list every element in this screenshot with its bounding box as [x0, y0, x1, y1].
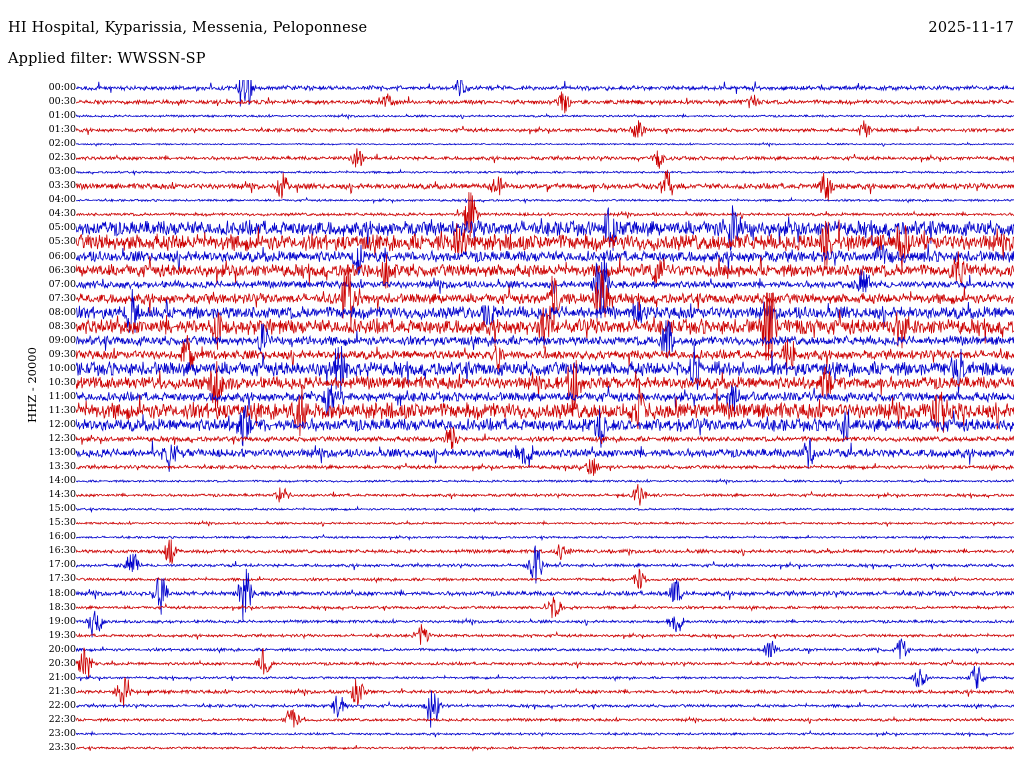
time-label: 10:00 — [48, 362, 76, 374]
time-label: 23:00 — [48, 727, 76, 739]
time-label: 11:00 — [48, 390, 76, 402]
trace-line — [76, 624, 1014, 645]
trace-line — [76, 91, 1014, 113]
trace-line — [76, 540, 1014, 564]
trace-line — [76, 253, 1014, 318]
record-date: 2025-11-17 — [928, 20, 1014, 36]
time-label: 17:00 — [48, 559, 76, 571]
trace-line — [76, 458, 1014, 476]
trace-line — [76, 170, 1014, 202]
seismic-traces — [76, 80, 1014, 770]
time-label: 11:30 — [48, 404, 76, 416]
time-label: 04:00 — [48, 194, 76, 206]
time-label: 15:00 — [48, 503, 76, 515]
time-label: 02:30 — [48, 152, 76, 164]
time-label: 20:30 — [48, 657, 76, 669]
time-label: 14:30 — [48, 489, 76, 501]
time-label: 13:00 — [48, 447, 76, 459]
y-axis-label: HHZ - 20000 — [25, 347, 39, 423]
time-label: 21:00 — [48, 671, 76, 683]
trace-line — [76, 521, 1014, 526]
time-label: 12:00 — [48, 419, 76, 430]
trace-line — [76, 198, 1014, 203]
helicorder-plot — [0, 80, 1024, 770]
trace-line — [76, 648, 1014, 679]
time-label: 14:00 — [48, 475, 76, 487]
trace-line — [76, 690, 1014, 727]
trace-line — [76, 192, 1014, 237]
trace-line — [76, 427, 1014, 449]
time-label: 07:00 — [48, 278, 76, 290]
time-label: 03:30 — [48, 180, 76, 192]
time-label: 08:00 — [48, 306, 76, 318]
time-label: 19:30 — [48, 629, 76, 641]
time-label: 16:00 — [48, 531, 76, 543]
trace-line — [76, 639, 1014, 659]
time-label: 10:30 — [48, 376, 76, 388]
time-label: 19:00 — [48, 615, 76, 627]
time-label: 13:30 — [48, 461, 76, 473]
applied-filter-label: Applied filter: WWSSN-SP — [8, 51, 206, 67]
trace-line — [76, 148, 1014, 168]
time-label: 00:00 — [48, 82, 76, 93]
time-label: 08:30 — [48, 320, 76, 332]
time-label: 22:30 — [48, 713, 76, 725]
trace-line — [76, 170, 1014, 175]
time-axis-labels — [0, 80, 76, 770]
trace-line — [76, 710, 1014, 728]
time-label: 06:00 — [48, 250, 76, 262]
time-label: 07:30 — [48, 292, 76, 304]
time-label: 03:00 — [48, 166, 76, 178]
page-title: HI Hospital, Kyparissia, Messenia, Peloponnese — [8, 20, 368, 36]
trace-line — [76, 666, 1014, 689]
trace-line — [76, 611, 1014, 637]
trace-line — [76, 507, 1014, 512]
time-label: 21:30 — [48, 685, 76, 697]
time-label: 23:30 — [48, 741, 76, 753]
time-label: 09:30 — [48, 348, 76, 360]
trace-line — [76, 569, 1014, 589]
time-label: 17:30 — [48, 573, 76, 585]
trace-line — [76, 597, 1014, 618]
time-label: 15:30 — [48, 517, 76, 529]
trace-line — [76, 569, 1014, 620]
time-label: 18:30 — [48, 601, 76, 613]
time-label: 06:30 — [48, 264, 76, 276]
trace-line — [76, 120, 1014, 137]
time-label: 22:00 — [48, 699, 76, 711]
time-label: 01:30 — [48, 124, 76, 136]
time-label: 12:30 — [48, 433, 76, 445]
time-label: 20:00 — [48, 643, 76, 655]
trace-line — [76, 731, 1014, 737]
trace-line — [76, 479, 1014, 484]
time-label: 01:00 — [48, 110, 76, 122]
trace-line — [76, 143, 1014, 147]
time-label: 00:30 — [48, 96, 76, 108]
time-label: 05:30 — [48, 236, 76, 248]
time-label: 09:00 — [48, 334, 76, 346]
trace-line — [76, 484, 1014, 506]
trace-line — [76, 535, 1014, 540]
time-label: 05:00 — [48, 222, 76, 234]
time-label: 16:30 — [48, 545, 76, 557]
time-label: 04:30 — [48, 208, 76, 220]
time-label: 02:00 — [48, 138, 76, 150]
trace-line — [76, 677, 1014, 706]
trace-line — [76, 745, 1014, 751]
time-label: 18:00 — [48, 587, 76, 599]
trace-line — [76, 114, 1014, 119]
chart-header — [0, 0, 1024, 74]
